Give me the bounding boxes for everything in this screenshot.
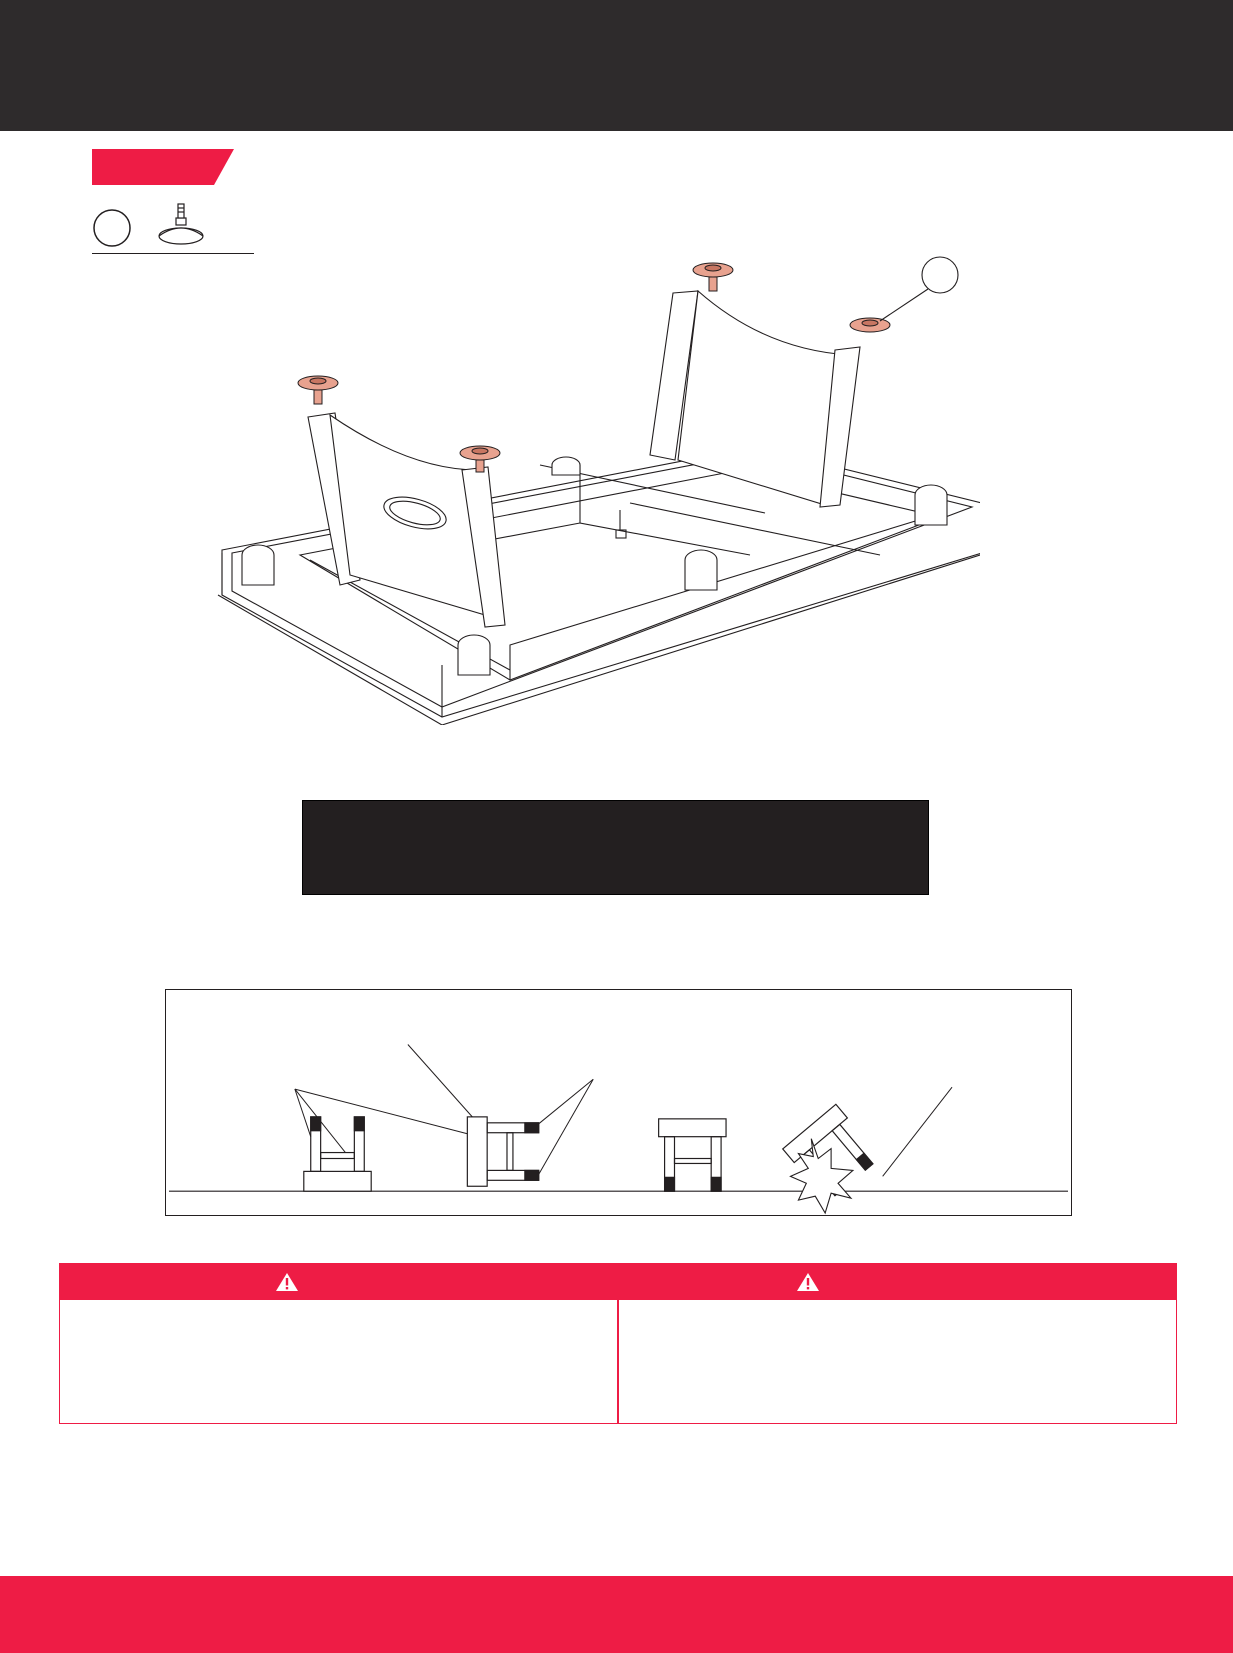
warning-triangle-icon: [796, 1272, 820, 1292]
footer-bar: [0, 1576, 1233, 1653]
figure-upside-down: [304, 1117, 371, 1191]
step-tab: [92, 149, 234, 185]
table-upside-down-illustration: [180, 255, 980, 725]
leveler-foot-icon: [159, 204, 203, 244]
table-flip-diagram: [165, 989, 1072, 1216]
leveler-callout: [880, 257, 958, 321]
parts-divider: [92, 253, 254, 254]
figure-tipping: [783, 1104, 881, 1213]
figure-on-side: [467, 1117, 538, 1186]
warning-header: [619, 1264, 1176, 1300]
notice-box: [302, 800, 929, 895]
header-bar: [0, 0, 1233, 131]
warning-triangle-icon: [275, 1272, 299, 1292]
warning-panel-right: [618, 1263, 1177, 1424]
warning-header: [60, 1264, 617, 1300]
warning-panel-left: [59, 1263, 618, 1424]
part-callout-circle: [94, 210, 130, 246]
parts-list: [92, 200, 254, 256]
figure-upright: [659, 1119, 726, 1191]
